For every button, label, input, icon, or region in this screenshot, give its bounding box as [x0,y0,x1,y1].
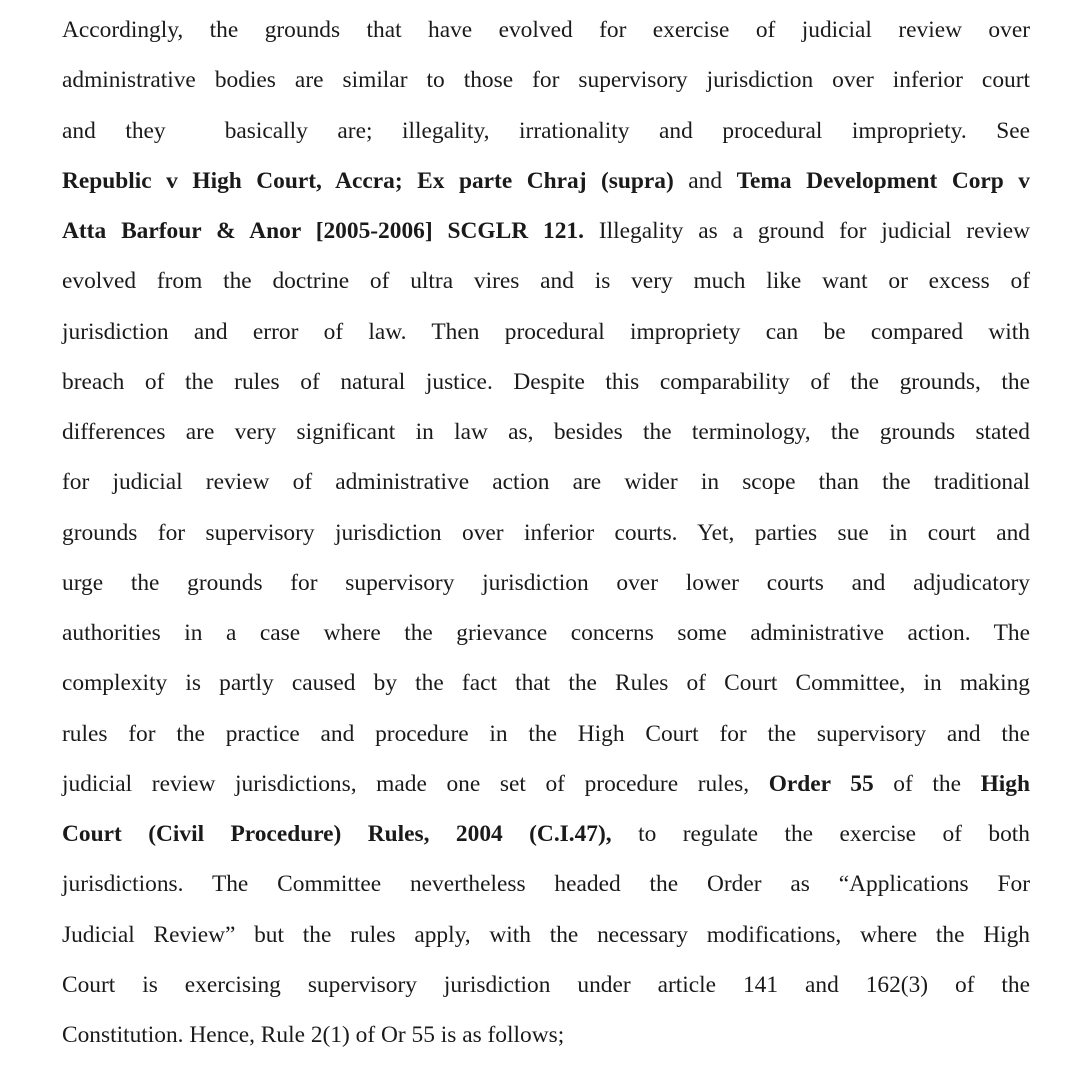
text-line [62,910,1030,960]
text-line [62,407,1030,457]
text-line [62,709,1030,759]
text-line [62,156,1030,206]
text-line [62,457,1030,507]
text-line [62,357,1030,407]
text-line [62,55,1030,105]
bold-citation: Order 55 [768,770,874,797]
text-segment: differences are very significant in law as, besides the terminology, the grounds stated [62,419,1030,445]
text-segment: Judicial Review” but the rules apply, with the necessary modifications, where the High [62,921,1030,948]
text-segment: breach of the rules of natural justice. Despite this comparability of the grounds, the [62,368,1030,395]
text-segment: Court is exercising supervisory jurisdiction under article 141 and 162(3) of the [62,971,1030,998]
text-line [62,307,1030,357]
text-segment: jurisdiction and error of law. Then procedural impropriety can be compared with [62,318,1030,345]
bold-citation: Court (Civil Procedure) Rules, 2004 (C.I.47), [62,821,612,847]
text-line [62,508,1030,558]
text-line [62,5,1030,55]
text-segment: and [673,167,737,194]
text-segment: Accordingly, the grounds that have evolved for exercise of judicial review over [62,17,1030,43]
text-segment: evolved from the doctrine of ultra vires and is very much like want or excess of [62,268,1030,295]
text-segment: administrative bodies are similar to those for supervisory jurisdiction over inferior court [62,67,1030,94]
bold-citation: Republic v High Court, Accra; Ex parte Chraj (supra) [62,167,674,194]
text-segment: authorities in a case where the grievance concerns some administrative action. The [62,620,1030,646]
text-segment: and they basically are; illegality, irrationality and procedural impropriety. See [62,117,1030,144]
text-segment: urge the grounds for supervisory jurisdiction over lower courts and adjudicatory [62,569,1030,596]
text-segment: jurisdictions. The Committee nevertheless headed the Order as “Applications For [62,871,1030,898]
text-line [62,256,1030,306]
text-line [62,1010,1030,1060]
bold-citation: Atta Barfour & Anor [2005-2006] SCGLR 121. [62,218,584,244]
text-line [62,658,1030,708]
text-line [62,759,1030,809]
text-line [62,206,1030,256]
text-line [62,859,1030,909]
text-line [62,960,1030,1010]
text-segment: of the [873,770,981,797]
text-segment: Constitution. Hence, Rule 2(1) of Or 55 is as follows; [62,1022,565,1048]
text-segment: complexity is partly caused by the fact that the Rules of Court Committee, in making [62,670,1030,697]
bold-citation: High [980,770,1030,797]
text-segment: for judicial review of administrative action are wider in scope than the traditional [62,469,1030,496]
text-segment: Illegality as a ground for judicial review [583,218,1030,244]
text-line [62,608,1030,658]
text-segment: judicial review jurisdictions, made one set of procedure rules, [62,770,769,797]
text-segment: grounds for supervisory jurisdiction over inferior courts. Yet, parties sue in court and [62,519,1030,546]
bold-citation: Tema Development Corp v [736,167,1031,194]
document-paragraph [62,5,1030,1060]
text-segment: rules for the practice and procedure in the High Court for the supervisory and the [62,720,1030,747]
text-line [62,809,1030,859]
text-line [62,106,1030,156]
text-line [62,558,1030,608]
text-segment: to regulate the exercise of both [611,821,1030,847]
